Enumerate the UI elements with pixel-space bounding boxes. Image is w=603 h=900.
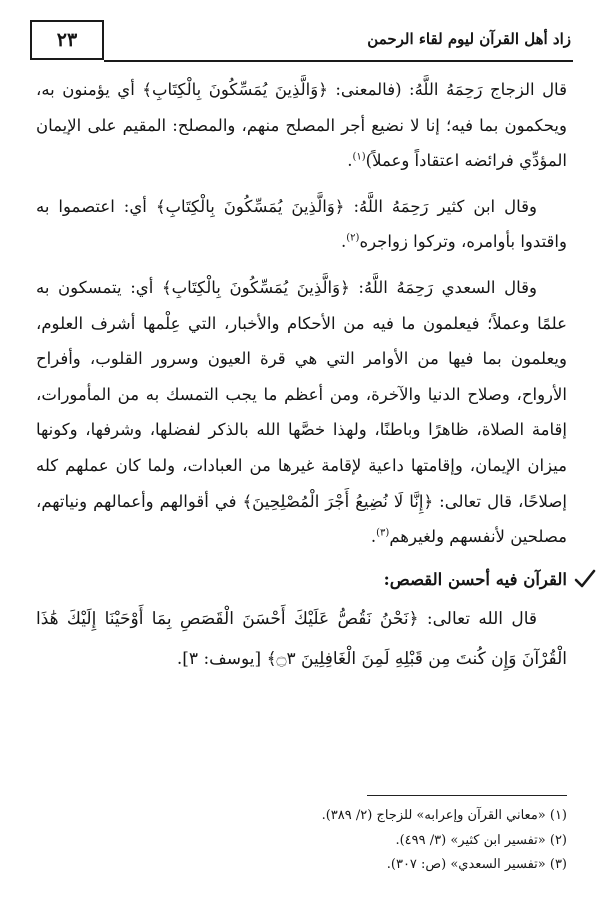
page-number: ٢٣ xyxy=(30,20,104,60)
paragraph-text: وقال ابن كثير رَحِمَهُ اللَّهُ: xyxy=(344,196,537,216)
footnote-marker[interactable]: (٣) xyxy=(376,527,390,539)
section-title: القرآن فيه أحسن القصص: xyxy=(383,569,567,589)
page-header xyxy=(30,20,573,64)
footnote-divider xyxy=(367,795,567,796)
quran-quote: ﴿وَالَّذِينَ يُمَسِّكُونَ بِالْكِتَابِ﴾ xyxy=(142,80,328,99)
paragraph-ibn-kathir xyxy=(36,189,567,260)
footnote-item: (١) «معاني القرآن وإعرابه» للزجاج (٢/ ٣٨٩). xyxy=(321,808,567,823)
footnote-marker[interactable]: (١) xyxy=(352,151,366,163)
paragraph-text: قال الزجاج رَحِمَهُ اللَّهُ: (فالمعنى: xyxy=(327,80,567,99)
verse-lead: قال الله تعالى: xyxy=(418,608,537,629)
book-title: زاد أهل القرآن ليوم لقاء الرحمن xyxy=(367,30,571,48)
main-text xyxy=(36,72,567,689)
check-icon xyxy=(573,567,597,591)
quran-quote: ﴿وَالَّذِينَ يُمَسِّكُونَ بِالْكِتَابِ﴾ xyxy=(161,277,350,297)
paragraph-zajjaj xyxy=(36,72,567,179)
paragraph-end: . xyxy=(370,527,377,547)
footnote-item: (٣) «تفسير السعدي» (ص: ٣٠٧). xyxy=(386,857,567,872)
paragraph-end: . xyxy=(347,151,353,171)
footnotes xyxy=(36,804,567,878)
quran-verse: ﴿نَحْنُ نَقُصُّ عَلَيْكَ أَحْسَنَ الْقَصَصِ بِمَا أَوْحَيْنَا إِلَيْكَ هَٰذَا الْقُرْآنَ وَإِن كُنتَ مِن قَبْلِهِ لَمِنَ الْغَافِلِينَ ۝٣﴾ xyxy=(36,608,567,669)
paragraph-text: وقال السعدي رَحِمَهُ اللَّهُ: xyxy=(349,277,537,297)
paragraph-text: أي: اعتصموا به واقتدوا بأوامره، وتركوا زواجره xyxy=(36,196,567,252)
header-divider xyxy=(104,60,573,62)
footnote-marker[interactable]: (٢) xyxy=(346,232,360,244)
quran-quote: ﴿وَالَّذِينَ يُمَسِّكُونَ بِالْكِتَابِ﴾ xyxy=(155,196,345,216)
paragraph-text: أي يؤمنون به، ويحكمون بما فيه؛ إنا لا نضيع أجر المصلح منهم، والمصلح: المقيم على الإيمان المؤدِّي فرائضه اعتقاداً وعملاً) xyxy=(36,80,567,171)
paragraph-end: . xyxy=(341,232,347,252)
verse-paragraph xyxy=(36,599,567,679)
paragraph-saadi xyxy=(36,270,567,555)
footnote-item: (٢) «تفسير ابن كثير» (٣/ ٤٩٩). xyxy=(395,832,567,848)
quran-quote: ﴿إِنَّا لَا نُضِيعُ أَجْرَ الْمُصْلِحِينَ﴾ xyxy=(242,491,434,511)
section-heading xyxy=(36,565,567,595)
verse-reference: [يوسف: ٣]. xyxy=(176,648,267,669)
paragraph-text: في أقوالهم وأعمالهم ونياتهم، مصلحين لأنفسهم ولغيرهم xyxy=(36,491,567,547)
paragraph-text: أي: يتمسكون به علمًا وعملاً؛ فيعلمون ما فيه من الأحكام والأخبار، التي عِلْمها أشرف العلوم، ويعلمون بما فيها من الأوامر التي هي قرة العيون وسرور القلوب، وأفراح الأرواح، وصلاح الدنيا والآخرة، ومن أعظم ما يجب التمسك به من المأمورات، إقامة الصلاة، ظاهرًا وباطنًا، ولهذا خصَّها الله بالذكر لفضلها، وشرفها، وكونها ميزان الإيمان، وإقامتها داعية لإقامة غيرها من العبادات، ولما كان عملهم كله إصلاحًا، قال تعالى: xyxy=(36,277,567,511)
